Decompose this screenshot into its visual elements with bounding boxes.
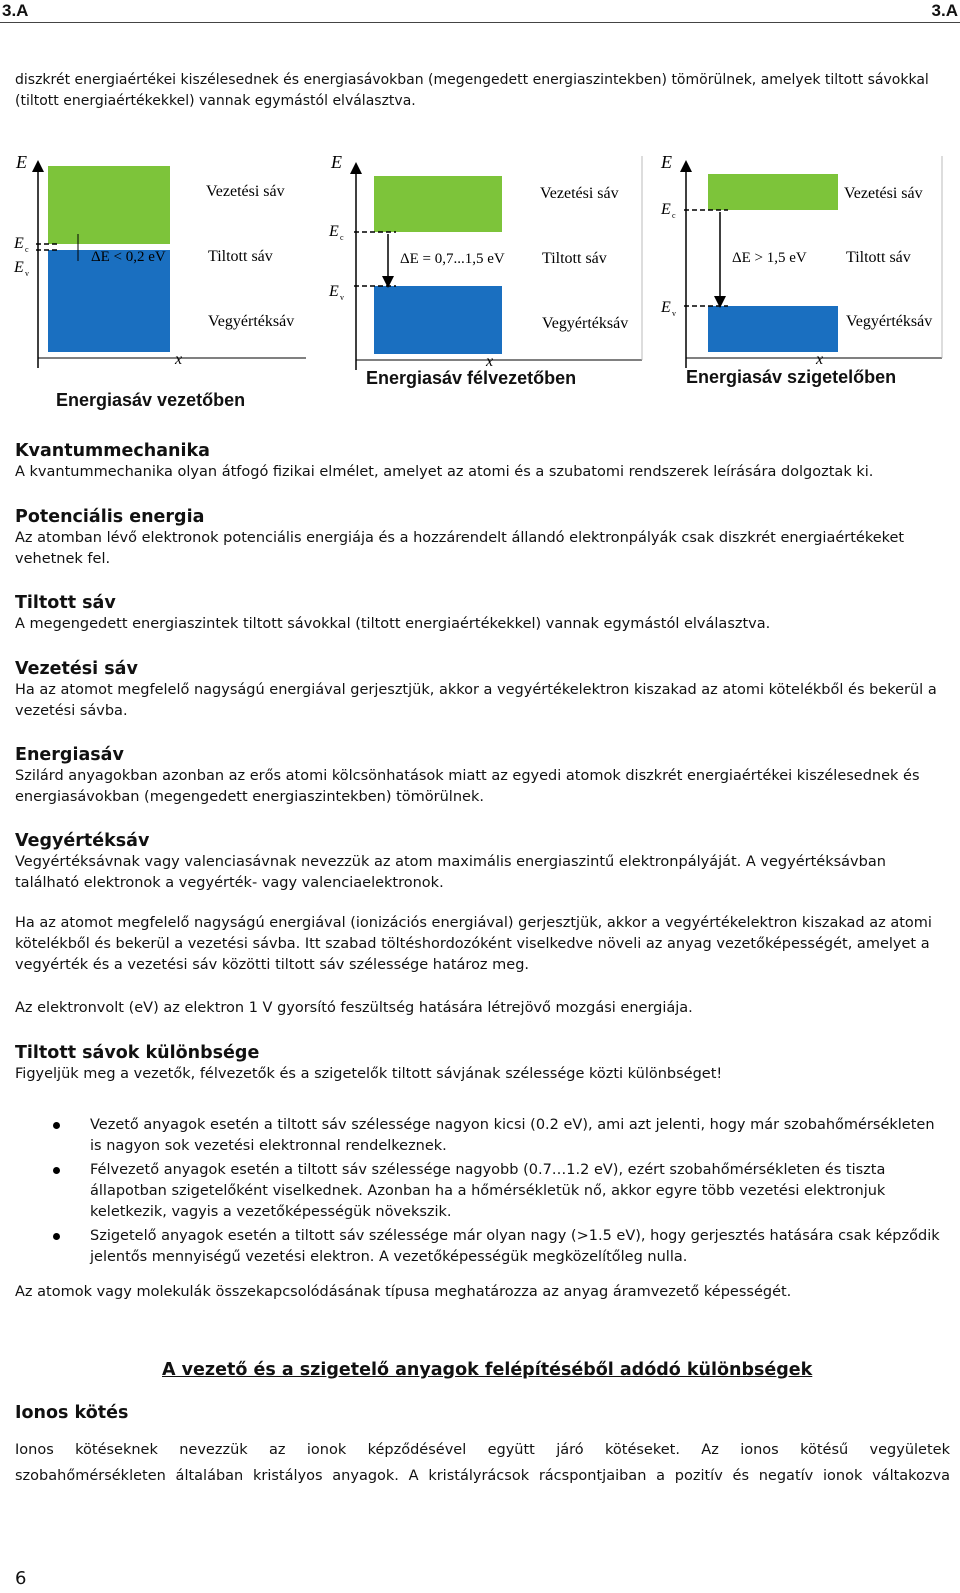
section-kvantummechanika <box>15 440 950 483</box>
delta-e-label: ΔE > 1,5 eV <box>732 250 807 266</box>
svg-text:c: c <box>340 233 344 242</box>
svg-text:E: E <box>14 235 24 252</box>
section-text: Ha az atomot megfelelő nagyságú energiával gerjesztjük, akkor a vegyértékelektron kiszakad az atomi kötelékből és bekerül a vezetési sávba. <box>15 682 937 719</box>
valence-band-label: Vegyértéksáv <box>208 313 295 330</box>
valence-band-label: Vegyértéksáv <box>542 315 629 332</box>
section-title: Energiasáv <box>15 745 124 765</box>
section-vezetesi-sav <box>15 658 950 722</box>
bullet-icon <box>53 1167 60 1174</box>
section-text: Vegyértéksávnak vagy valenciasávnak nevezzük az atom maximális energiaszintű elektronpályáját. A vegyértéksávban található elektronok a vegyérték- vagy valenciaelektronok. <box>15 854 886 891</box>
caption-conductor: Energiasáv vezetőben <box>56 390 246 410</box>
section-text: A megengedett energiaszintek tiltott sávokkal (tiltott energiaértékekkel) vannak egymástól elválasztva. <box>15 616 771 632</box>
delta-e-label: ΔE = 0,7...1,5 eV <box>400 251 505 267</box>
section-title: Vegyértéksáv <box>15 831 150 851</box>
section-title: Tiltott sáv <box>15 593 116 613</box>
section-text: Figyeljük meg a vezetők, félvezetők és a szigetelők tiltott sávjának szélessége közti különbséget! <box>15 1066 723 1082</box>
svg-text:E: E <box>661 201 671 218</box>
valence-band <box>374 286 502 354</box>
list-item: Szigetelő anyagok esetén a tiltott sáv szélessége már olyan nagy (>1.5 eV), hogy gerjesztés hatására csak képződik jelentős mennyiségű vezetési elektron. A vezetőképességük megközelítőleg nulla. <box>15 1226 950 1268</box>
header-right: 3.A <box>931 1 958 20</box>
caption-semiconductor: Energiasáv félvezetőben <box>366 368 577 388</box>
section-text: A kvantummechanika olyan átfogó fizikai elmélet, amelyet az atomi és a szubatomi rendszerek leírására dolgoztak ki. <box>15 464 874 480</box>
page-header <box>0 0 960 23</box>
header-left: 3.A <box>2 1 29 20</box>
section-ionos-kotes <box>15 1402 950 1424</box>
svg-text:v: v <box>672 309 676 318</box>
section-title: Vezetési sáv <box>15 659 138 679</box>
paragraph-electronvolt: Az elektronvolt (eV) az elektron 1 V gyorsító feszültség hatására létrejövő mozgási energiája. <box>15 1000 693 1016</box>
section-text: Szilárd anyagokban azonban az erős atomi kölcsönhatások miatt az egyedi atomok diszkrét energiaértékei kiszélesednek és energiasávokban (megengedett energiaszintekben) tömörülnek. <box>15 768 920 805</box>
paragraph-ionization: Ha az atomot megfelelő nagyságú energiával (ionizációs energiával) gerjesztjük, akkor a vegyértékelektron kiszakad az atomi kötelékből és bekerül a vezetési sávba. Itt szabad töltéshordozóként viselkedve növeli az anyag vezetőképességét, amelyet a vegyérték és a vezetési sáv közötti tiltott sáv szélessége határoz meg. <box>15 915 932 973</box>
list-item: Félvezető anyagok esetén a tiltott sáv szélessége nagyobb (0.7…1.2 eV), ezért szobahőmérsékleten és tiszta állapotban szigetelőként viselkednek. Azonban ha a hőmérsékletük nő, akkor egyre több vezetési elektronjuk keletkezik, vagyis a vezetőképességük növekszik. <box>15 1160 950 1223</box>
svg-text:c: c <box>25 245 29 254</box>
band-diagram-conductor <box>8 148 308 373</box>
paragraph-bond-type: Az atomok vagy molekulák összekapcsolódásának típusa meghatározza az anyag áramvezető képességét. <box>15 1284 792 1300</box>
bullet-icon <box>53 1233 60 1240</box>
valence-band-label: Vegyértéksáv <box>846 313 933 330</box>
delta-e-label: ΔE < 0,2 eV <box>91 249 166 265</box>
bullet-list <box>15 1115 950 1271</box>
conduction-band <box>48 166 170 244</box>
valence-band <box>708 306 838 352</box>
svg-text:E: E <box>14 259 24 276</box>
svg-text:E: E <box>329 223 339 240</box>
svg-text:E: E <box>661 299 671 316</box>
valence-band <box>48 250 170 352</box>
conduction-band <box>374 176 502 232</box>
gap-label: Tiltott sáv <box>208 248 273 265</box>
axis-x-label: x <box>175 351 183 368</box>
axis-e-label: E <box>16 152 27 172</box>
intro-paragraph: diszkrét energiaértékei kiszélesednek és energiasávokban (megengedett energiaszintekben) tömörülnek, amelyek tiltott sávokkal (tiltott energiaértékekkel) vannak egymástól elválasztva. <box>15 72 929 109</box>
axis-x-label: x <box>816 351 824 368</box>
section-title: Potenciális energia <box>15 507 205 527</box>
conduction-band-label: Vezetési sáv <box>844 185 923 202</box>
heading-differences: A vezető és a szigetelő anyagok felépítéséből adódó különbségek <box>162 1360 813 1380</box>
section-title: Tiltott sávok különbsége <box>15 1043 260 1063</box>
section-title: Kvantummechanika <box>15 441 210 461</box>
svg-text:v: v <box>25 269 29 278</box>
section-potencialis-energia <box>15 506 950 570</box>
conduction-band-label: Vezetési sáv <box>206 183 285 200</box>
caption-insulator: Energiasáv szigetelőben <box>686 367 897 387</box>
axis-e-label: E <box>661 152 672 172</box>
band-diagram-insulator <box>656 148 956 373</box>
ionic-line-1: Ionos kötéseknek nevezzük az ionok képződésével együtt járó kötéseket. Az ionos kötésű vegyületek <box>15 1442 950 1458</box>
ionic-line-2: szobahőmérsékleten általában kristályos anyagok. A kristályrácsok rácspontjaiban a pozitív és negatív ionok váltakozva <box>15 1468 950 1484</box>
section-energiasav <box>15 744 950 808</box>
svg-text:E: E <box>329 283 339 300</box>
page-number: 6 <box>15 1568 27 1589</box>
gap-label: Tiltott sáv <box>542 250 607 267</box>
svg-text:c: c <box>672 211 676 220</box>
list-item: Vezető anyagok esetén a tiltott sáv szélessége nagyon kicsi (0.2 eV), ami azt jelenti, hogy már szobahőmérsékleten is nagyon sok vezetési elektronnal rendelkeznek. <box>15 1115 950 1157</box>
section-title: Ionos kötés <box>15 1403 129 1423</box>
axis-e-label: E <box>331 152 342 172</box>
section-tiltott-savok-kulonbsege <box>15 1042 950 1085</box>
gap-label: Tiltott sáv <box>846 249 911 266</box>
conduction-band <box>708 174 838 210</box>
axis-x-label: x <box>486 353 494 370</box>
svg-text:v: v <box>340 293 344 302</box>
bullet-icon <box>53 1122 60 1129</box>
conduction-band-label: Vezetési sáv <box>540 185 619 202</box>
section-tiltott-sav <box>15 592 950 635</box>
section-vegyerteksav <box>15 830 950 894</box>
band-diagram-semiconductor <box>326 148 644 373</box>
section-text: Az atomban lévő elektronok potenciális energiája és a hozzárendelt állandó elektronpályák csak diszkrét energiaértékeket vehetnek fel. <box>15 530 905 567</box>
